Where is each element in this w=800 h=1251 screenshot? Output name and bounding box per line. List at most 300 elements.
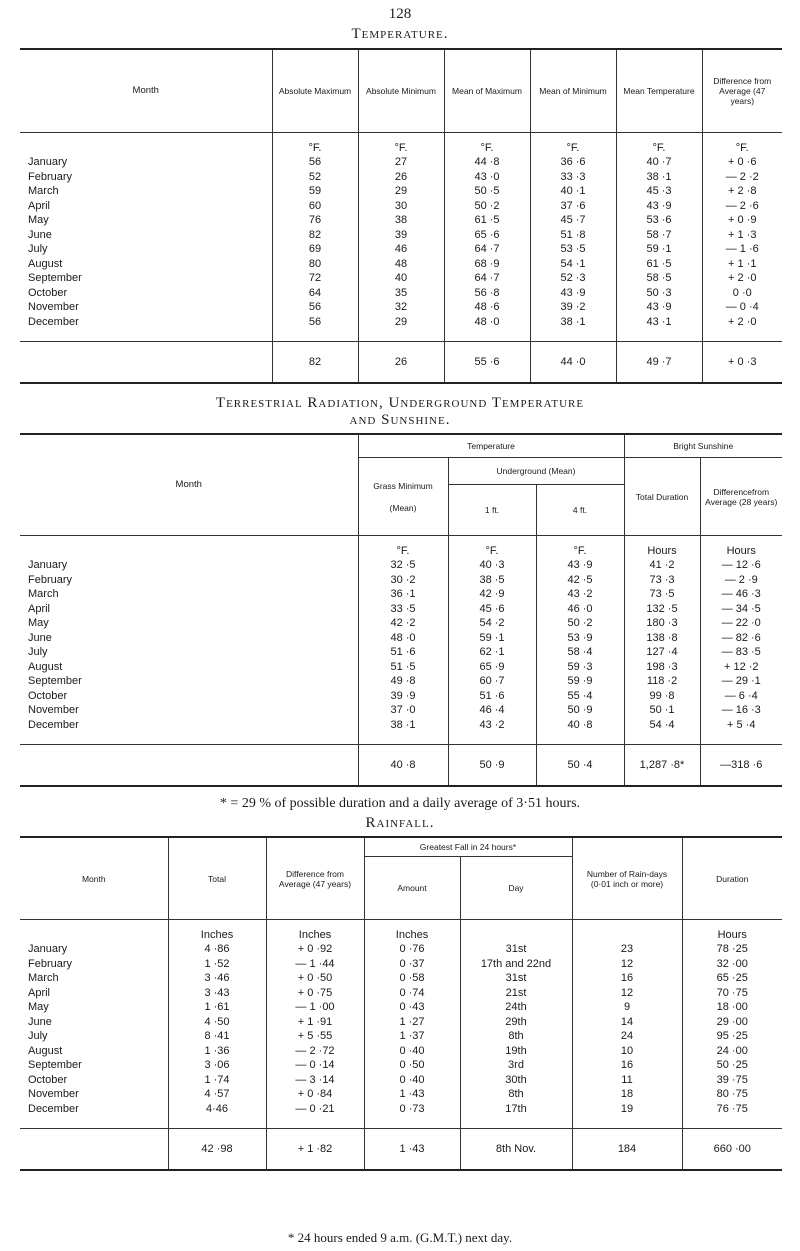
unit-label [572,920,682,943]
value-cell: 30 ·2 [358,573,448,588]
value-cell: 48 [358,257,444,272]
value-cell: 73 ·5 [624,587,700,602]
total-cell: 82 [272,342,358,384]
value-cell: 40 ·8 [536,718,624,733]
value-cell: 55 ·4 [536,689,624,704]
table-row [20,300,782,315]
month-cell: September [28,675,82,687]
month-cell: June [28,631,52,644]
value-cell: 29 [358,315,444,330]
col-header-rain-days: Number of Rain-days (0·01 inch or more) [572,837,682,920]
value-cell: — 83 ·5 [700,645,782,660]
unit-label: °F. [272,133,358,156]
spacer-cell [364,1116,460,1129]
totals-label-cell [20,342,272,384]
value-cell: 46 ·0 [536,602,624,617]
value-cell: — 6 ·4 [700,689,782,704]
value-cell: 32 ·5 [358,558,448,573]
value-cell: — 0 ·14 [266,1058,364,1073]
value-cell: 32 ·00 [682,957,782,972]
value-cell: 43 ·0 [444,170,530,185]
total-cell: 184 [572,1129,682,1171]
value-cell: 0 ·74 [364,986,460,1001]
value-cell: 37 ·0 [358,703,448,718]
value-cell: 99 ·8 [624,689,700,704]
month-cell: April [28,602,51,615]
value-cell: 8th [460,1087,572,1102]
value-cell: 8 ·41 [168,1029,266,1044]
value-cell: 38 ·1 [358,718,448,733]
col-header-4ft: 4 ft. [536,485,624,536]
col-header-month: Month [20,837,168,920]
table-row [20,1087,782,1102]
col-header-difference: Difference from Average (47 years) [702,49,782,133]
value-cell: 40 [358,271,444,286]
unit-label: °F. [358,133,444,156]
value-cell: 0 ·40 [364,1073,460,1088]
month-cell: August [28,1044,63,1057]
table-row [20,286,782,301]
total-cell: 1,287 ·8* [624,745,700,787]
value-cell: 38 ·1 [616,170,702,185]
value-cell: + 0 ·9 [702,213,782,228]
value-cell: 38 [358,213,444,228]
table-row [20,587,782,602]
value-cell: 11 [572,1073,682,1088]
value-cell: 10 [572,1044,682,1059]
sunshine-footnote: * = 29 % of possible duration and a daily average of 3·51 hours. [219,796,581,811]
total-cell: 1 ·43 [364,1129,460,1171]
value-cell: 19th [460,1044,572,1059]
month-cell: December [28,718,79,731]
table-row [20,660,782,675]
value-cell: — 3 ·14 [266,1073,364,1088]
total-cell: 55 ·6 [444,342,530,384]
value-cell: 69 [272,242,358,257]
value-cell: — 82 ·6 [700,631,782,646]
value-cell: 62 ·1 [448,645,536,660]
spacer-cell [20,732,358,745]
table-row [20,1102,782,1117]
value-cell: 29 [358,184,444,199]
table-row [20,1000,782,1015]
col-header-temperature: Temperature [358,434,624,458]
value-cell: — 2 ·72 [266,1044,364,1059]
table-row [20,271,782,286]
rainfall-footnote: * 24 hours ended 9 a.m. (G.M.T.) next day. [287,1230,513,1245]
month-cell: December [28,1102,79,1115]
col-header-total: Total [168,837,266,920]
value-cell: 48 ·6 [444,300,530,315]
month-cell: December [28,315,79,328]
spacer-row [20,732,782,745]
value-cell: 38 ·1 [530,315,616,330]
value-cell: 51 ·6 [448,689,536,704]
value-cell: 56 [272,315,358,330]
unit-label: °F. [702,133,782,156]
value-cell: 29 ·00 [682,1015,782,1030]
value-cell: 39 [358,228,444,243]
col-header-mean-max: Mean of Maximum [444,49,530,133]
value-cell: 43 ·9 [616,199,702,214]
value-cell: 54 ·1 [530,257,616,272]
value-cell: + 1 ·1 [702,257,782,272]
month-cell: June [28,1015,52,1028]
value-cell: 49 ·8 [358,674,448,689]
month-cell: August [28,660,63,673]
value-cell: 39 ·75 [682,1073,782,1088]
spacer-cell [616,329,702,342]
spacer-cell [700,732,782,745]
table-row [20,631,782,646]
table-row [20,228,782,243]
value-cell: 36 ·6 [530,155,616,170]
value-cell: 59 ·9 [536,674,624,689]
temperature-table [20,48,782,384]
value-cell: 80 ·75 [682,1087,782,1102]
value-cell: 30th [460,1073,572,1088]
value-cell: + 1 ·3 [702,228,782,243]
radiation-title-line2: and Sunshine. [349,412,451,428]
table-row [20,971,782,986]
table-row [20,155,782,170]
value-cell: 65 ·6 [444,228,530,243]
value-cell: 1 ·37 [364,1029,460,1044]
value-cell: 16 [572,1058,682,1073]
value-cell: 60 ·7 [448,674,536,689]
value-cell: 30 [358,199,444,214]
value-cell: 32 [358,300,444,315]
value-cell: 33 ·5 [358,602,448,617]
value-cell: 61 ·5 [616,257,702,272]
value-cell: 70 ·75 [682,986,782,1001]
value-cell: 12 [572,957,682,972]
value-cell: — 22 ·0 [700,616,782,631]
value-cell: 56 [272,300,358,315]
value-cell: 43 ·2 [536,587,624,602]
value-cell: 76 ·75 [682,1102,782,1117]
value-cell: 39 ·2 [530,300,616,315]
value-cell: + 2 ·0 [702,271,782,286]
col-header-mean-temp: Mean Temperature [616,49,702,133]
value-cell: 29th [460,1015,572,1030]
value-cell: 82 [272,228,358,243]
table-row [20,257,782,272]
unit-label: Inches [168,920,266,943]
table-row [20,674,782,689]
value-cell: — 34 ·5 [700,602,782,617]
value-cell: — 2 ·9 [700,573,782,588]
table-row [20,957,782,972]
value-cell: — 46 ·3 [700,587,782,602]
month-cell: January [28,156,68,168]
month-cell: January [28,943,68,955]
unit-label: °F. [616,133,702,156]
value-cell: 31st [460,971,572,986]
value-cell: + 2 ·8 [702,184,782,199]
month-cell: February [28,957,73,970]
value-cell: 42 ·2 [358,616,448,631]
value-cell: 50 ·2 [444,199,530,214]
total-cell: + 0 ·3 [702,342,782,384]
value-cell: 80 [272,257,358,272]
value-cell: 39 ·9 [358,689,448,704]
spacer-cell [266,1116,364,1129]
value-cell: 54 ·2 [448,616,536,631]
value-cell: 23 [572,942,682,957]
table-row [20,718,782,733]
value-cell: 64 [272,286,358,301]
col-header-duration: Duration [682,837,782,920]
spacer-cell [358,732,448,745]
value-cell: 42 ·9 [448,587,536,602]
table-row [20,645,782,660]
value-cell: 38 ·5 [448,573,536,588]
value-cell: — 0 ·21 [266,1102,364,1117]
month-cell: May [28,214,49,226]
spacer-cell [572,1116,682,1129]
value-cell: 73 ·3 [624,573,700,588]
table-row [20,315,782,330]
total-cell: 50 ·4 [536,745,624,787]
value-cell: 3rd [460,1058,572,1073]
table-row [20,184,782,199]
value-cell: — 16 ·3 [700,703,782,718]
value-cell: 1 ·61 [168,1000,266,1015]
value-cell: 65 ·9 [448,660,536,675]
month-cell: October [28,1073,68,1086]
value-cell: 43 ·9 [530,286,616,301]
value-cell: + 5 ·4 [700,718,782,733]
table-row [20,170,782,185]
total-cell: 42 ·98 [168,1129,266,1171]
value-cell: 44 ·8 [444,155,530,170]
value-cell: 138 ·8 [624,631,700,646]
value-cell: — 2 ·2 [702,170,782,185]
value-cell: 50 ·25 [682,1058,782,1073]
month-cell: January [28,559,68,571]
value-cell: 24 [572,1029,682,1044]
value-cell: — 1 ·6 [702,242,782,257]
value-cell: 51 ·8 [530,228,616,243]
value-cell: + 5 ·55 [266,1029,364,1044]
table-row [20,1029,782,1044]
value-cell: + 2 ·0 [702,315,782,330]
value-cell: + 1 ·91 [266,1015,364,1030]
unit-label: °F. [444,133,530,156]
month-cell: March [28,185,59,197]
value-cell: 9 [572,1000,682,1015]
value-cell: 3 ·43 [168,986,266,1001]
total-cell: 50 ·9 [448,745,536,787]
value-cell: 132 ·5 [624,602,700,617]
value-cell: 56 [272,155,358,170]
unit-label: Inches [266,920,364,943]
spacer-cell [624,732,700,745]
spacer-cell [272,329,358,342]
value-cell: 46 ·4 [448,703,536,718]
value-cell: 58 ·7 [616,228,702,243]
col-header-total-duration: Total Duration [624,458,700,536]
totals-label-cell [20,1129,168,1171]
value-cell: 1 ·52 [168,957,266,972]
spacer-cell [448,732,536,745]
value-cell: 127 ·4 [624,645,700,660]
total-cell: 49 ·7 [616,342,702,384]
spacer-cell [20,1116,168,1129]
col-header-mean-min: Mean of Minimum [530,49,616,133]
value-cell: 0 ·37 [364,957,460,972]
value-cell: + 0 ·6 [702,155,782,170]
value-cell: 51 ·5 [358,660,448,675]
value-cell: 26 [358,170,444,185]
value-cell: + 0 ·84 [266,1087,364,1102]
value-cell: 24th [460,1000,572,1015]
unit-label [460,920,572,943]
value-cell: 41 ·2 [624,558,700,573]
value-cell: 50 ·9 [536,703,624,718]
value-cell: 50 ·2 [536,616,624,631]
value-cell: 40 ·3 [448,558,536,573]
value-cell: 19 [572,1102,682,1117]
total-cell: —318 ·6 [700,745,782,787]
grass-mean-label: (Mean) [389,502,417,513]
value-cell: 61 ·5 [444,213,530,228]
value-cell: 14 [572,1015,682,1030]
value-cell: 95 ·25 [682,1029,782,1044]
value-cell: 31st [460,942,572,957]
unit-label: Hours [624,536,700,559]
value-cell: 18 ·00 [682,1000,782,1015]
spacer-cell [536,732,624,745]
month-cell: October [28,286,68,299]
value-cell: 3 ·46 [168,971,266,986]
unit-label: °F. [448,536,536,559]
col-header-abs-min: Absolute Minimum [358,49,444,133]
value-cell: 53 ·5 [530,242,616,257]
value-cell: 1 ·27 [364,1015,460,1030]
value-cell: 43 ·2 [448,718,536,733]
col-header-difference: Difference from Average (47 years) [266,837,364,920]
col-header-bright-sunshine: Bright Sunshine [624,434,782,458]
value-cell: 1 ·36 [168,1044,266,1059]
value-cell: 50 ·1 [624,703,700,718]
month-cell: April [28,199,51,212]
value-cell: 78 ·25 [682,942,782,957]
month-cell: June [28,228,52,241]
value-cell: 0 ·0 [702,286,782,301]
col-header-month: Month [20,434,358,536]
temperature-title: Temperature. [351,26,449,42]
value-cell: 43 ·9 [536,558,624,573]
value-cell: 0 ·58 [364,971,460,986]
value-cell: 35 [358,286,444,301]
value-cell: 33 ·3 [530,170,616,185]
value-cell: 54 ·4 [624,718,700,733]
spacer-cell [20,329,272,342]
units-row [20,133,782,156]
value-cell: — 0 ·4 [702,300,782,315]
value-cell: 58 ·5 [616,271,702,286]
value-cell: 180 ·3 [624,616,700,631]
month-cell: October [28,689,68,702]
radiation-table [20,433,782,787]
unit-label: Hours [700,536,782,559]
month-cell: September [28,272,82,284]
month-cell: April [28,986,51,999]
spacer-row [20,329,782,342]
value-cell: 0 ·73 [364,1102,460,1117]
value-cell: 198 ·3 [624,660,700,675]
value-cell: 48 ·0 [444,315,530,330]
units-blank-cell [20,920,168,943]
value-cell: 42 ·5 [536,573,624,588]
value-cell: 40 ·1 [530,184,616,199]
table-row [20,242,782,257]
grass-minimum-label: Grass Minimum [373,480,433,491]
value-cell: 118 ·2 [624,674,700,689]
table-row [20,942,782,957]
value-cell: 45 ·7 [530,213,616,228]
value-cell: 27 [358,155,444,170]
month-cell: July [28,1030,48,1042]
col-header-underground: Underground (Mean) [448,458,624,485]
total-cell: 8th Nov. [460,1129,572,1171]
col-header-greatest-fall: Greatest Fall in 24 hours* [364,837,572,857]
table-row [20,602,782,617]
value-cell: 56 ·8 [444,286,530,301]
value-cell: 72 [272,271,358,286]
value-cell: 0 ·76 [364,942,460,957]
table-row [20,689,782,704]
table-row [20,1044,782,1059]
col-header-abs-max: Absolute Maximum [272,49,358,133]
value-cell: 48 ·0 [358,631,448,646]
month-cell: July [28,243,48,255]
table-row [20,573,782,588]
units-row [20,536,782,559]
rainfall-title: Rainfall. [365,815,435,831]
col-header-day: Day [460,857,572,920]
month-cell: August [28,257,63,270]
value-cell: — 1 ·44 [266,957,364,972]
table-row [20,213,782,228]
value-cell: 37 ·6 [530,199,616,214]
value-cell: — 12 ·6 [700,558,782,573]
month-cell: May [28,1001,49,1013]
spacer-cell [460,1116,572,1129]
value-cell: 24 ·00 [682,1044,782,1059]
value-cell: 59 ·1 [616,242,702,257]
unit-label: Hours [682,920,782,943]
value-cell: 18 [572,1087,682,1102]
total-cell: 44 ·0 [530,342,616,384]
unit-label: °F. [536,536,624,559]
value-cell: — 2 ·6 [702,199,782,214]
spacer-cell [358,329,444,342]
value-cell: 59 ·1 [448,631,536,646]
value-cell: 60 [272,199,358,214]
total-cell: 26 [358,342,444,384]
value-cell: 65 ·25 [682,971,782,986]
value-cell: 36 ·1 [358,587,448,602]
month-cell: May [28,617,49,629]
value-cell: 58 ·4 [536,645,624,660]
value-cell: 0 ·43 [364,1000,460,1015]
value-cell: — 29 ·1 [700,674,782,689]
spacer-row [20,1116,782,1129]
value-cell: 51 ·6 [358,645,448,660]
